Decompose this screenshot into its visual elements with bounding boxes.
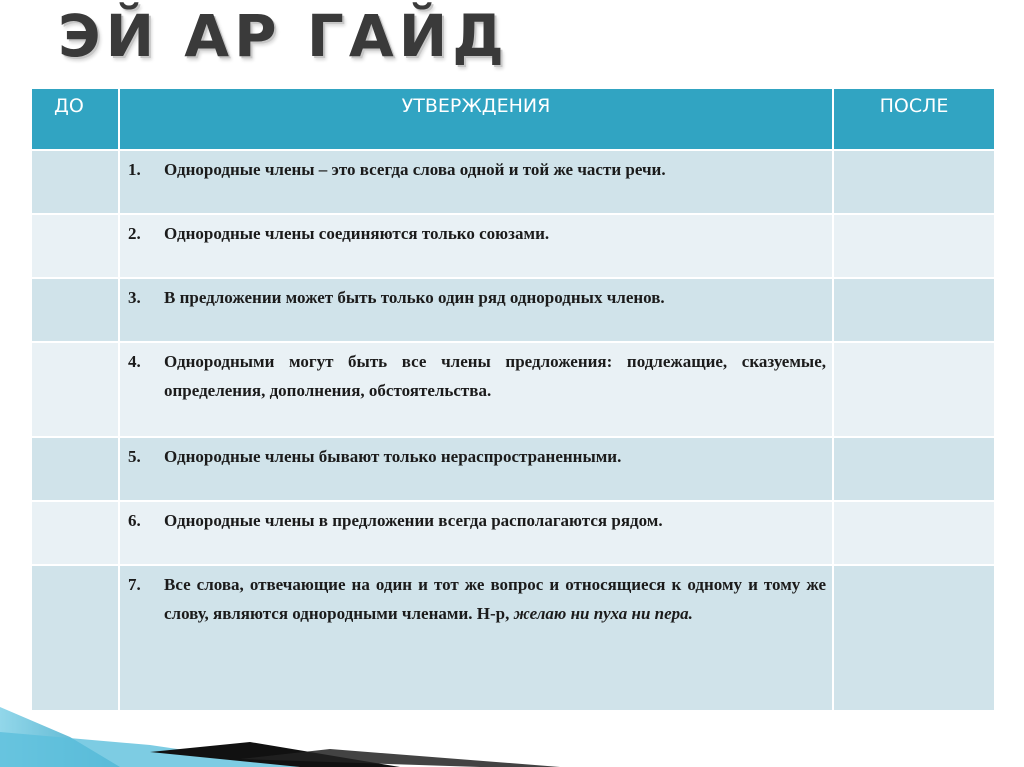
table-row <box>31 342 995 437</box>
before-cell[interactable] <box>31 342 119 437</box>
header-before: ДО <box>31 88 119 150</box>
table-row <box>31 214 995 278</box>
before-cell[interactable] <box>31 437 119 501</box>
statement-number: 5. <box>128 447 141 466</box>
after-cell[interactable] <box>833 278 995 342</box>
table-row <box>31 437 995 501</box>
statement-cell <box>119 565 833 711</box>
statement-number: 1. <box>128 160 141 179</box>
statement-cell <box>119 214 833 278</box>
after-cell[interactable] <box>833 437 995 501</box>
header-statements: УТВЕРЖДЕНИЯ <box>119 88 833 150</box>
statement-number: 3. <box>128 288 141 307</box>
statement-number: 6. <box>128 511 141 530</box>
statement-example: желаю ни пуха ни пера. <box>513 604 693 623</box>
statement-text: Однородными могут быть все члены предложения: подлежащие, сказуемые, определения, дополнения, обстоятельства. <box>164 352 826 400</box>
statement-number: 2. <box>128 224 141 243</box>
after-cell[interactable] <box>833 565 995 711</box>
after-cell[interactable] <box>833 150 995 214</box>
table-row <box>31 565 995 711</box>
statement-text: Однородные члены бывают только нераспространенными. <box>164 447 622 466</box>
before-cell[interactable] <box>31 278 119 342</box>
statement-number: 4. <box>128 352 141 371</box>
statement-text: В предложении может быть только один ряд однородных членов. <box>164 288 665 307</box>
before-cell[interactable] <box>31 214 119 278</box>
header-after: ПОСЛЕ <box>833 88 995 150</box>
table-row <box>31 150 995 214</box>
before-cell[interactable] <box>31 565 119 711</box>
statement-cell <box>119 437 833 501</box>
statement-text: Однородные члены – это всегда слова одной и той же части речи. <box>164 160 666 179</box>
statement-cell <box>119 278 833 342</box>
table-row <box>31 278 995 342</box>
before-cell[interactable] <box>31 150 119 214</box>
slide-title: ЭЙ АР ГАЙД <box>58 2 509 70</box>
before-cell[interactable] <box>31 501 119 565</box>
slide-decoration <box>0 707 1024 767</box>
anticipation-guide-table <box>30 87 996 712</box>
statement-text: Однородные члены в предложении всегда располагаются рядом. <box>164 511 663 530</box>
table-header-row <box>31 88 995 150</box>
after-cell[interactable] <box>833 342 995 437</box>
statement-cell <box>119 342 833 437</box>
statement-text: Однородные члены соединяются только союзами. <box>164 224 550 243</box>
after-cell[interactable] <box>833 214 995 278</box>
statement-cell <box>119 150 833 214</box>
statement-number: 7. <box>128 575 141 594</box>
statement-text: Все слова, отвечающие на один и тот же вопрос и относящиеся к одному и тому же слову, являются однородными членами. Н-р, <box>164 575 826 623</box>
table-row <box>31 501 995 565</box>
statement-cell <box>119 501 833 565</box>
after-cell[interactable] <box>833 501 995 565</box>
